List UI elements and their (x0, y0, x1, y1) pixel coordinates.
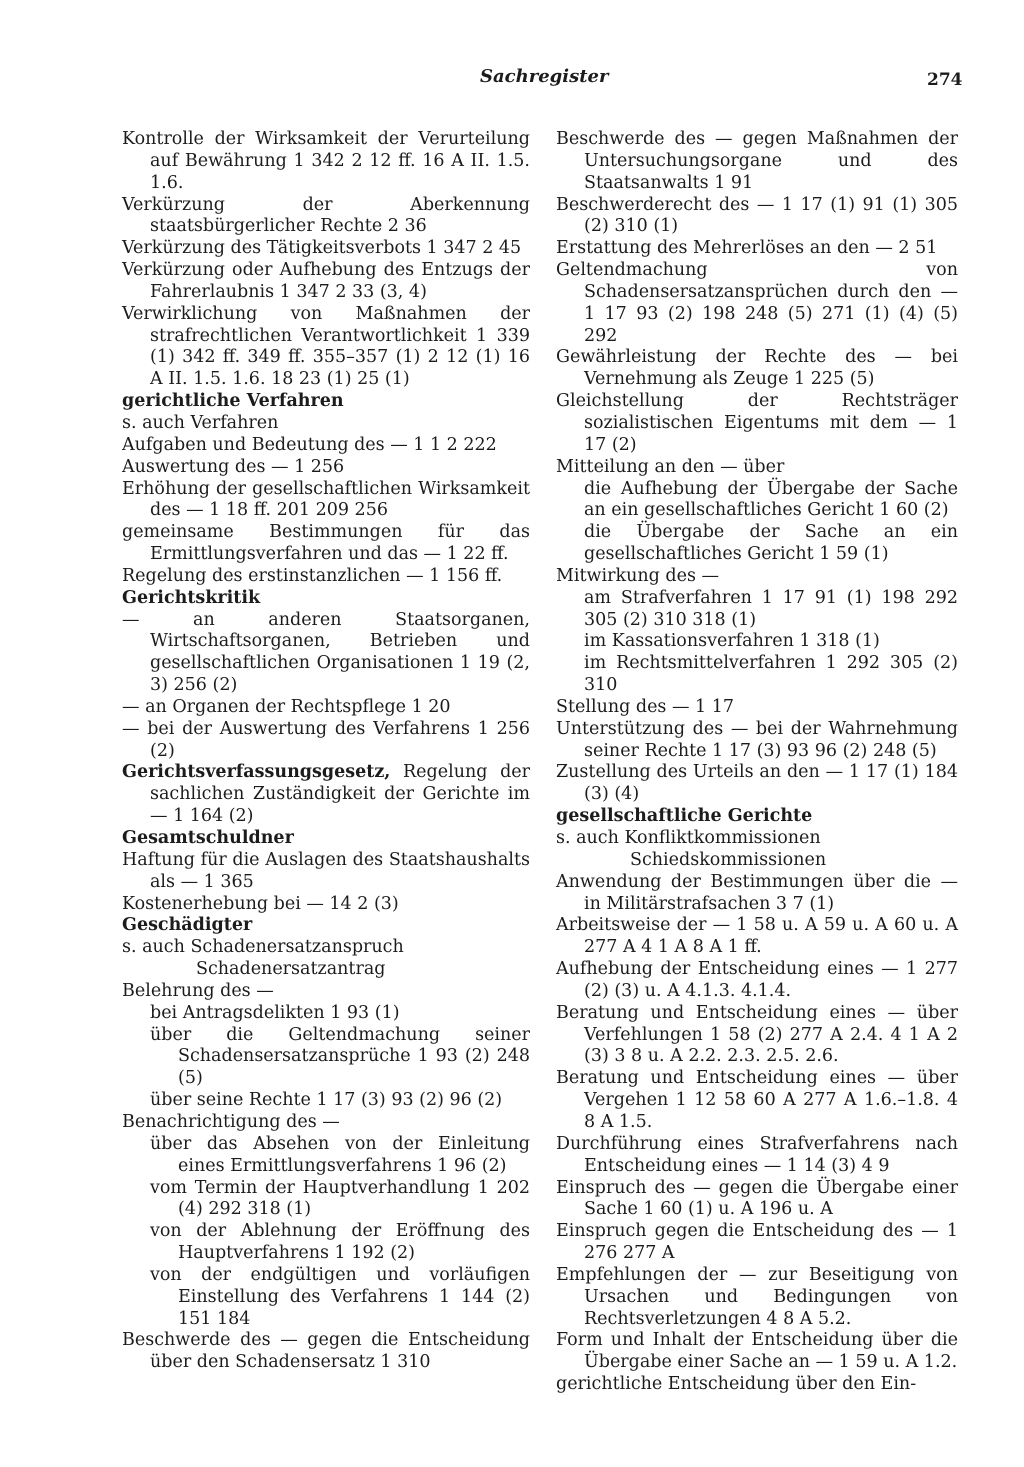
index-entry: s. auch Schadenersatzanspruch (122, 937, 404, 958)
index-entry: Gerichtskritik (122, 587, 261, 608)
index-entry: Belehrung des — (122, 980, 274, 1001)
index-entry: Beschwerde des — gegen Maßnahmen der Untersuchungsorgane und des Staatsanwalts 1 91 (556, 129, 958, 193)
index-entry: Gesamtschuldner (122, 828, 294, 848)
index-entry: Beratung und Entscheidung eines — über Vergehen 1 12 58 60 A 277 A 1.6.–1.8. 4 8 A 1.5. (556, 1068, 958, 1132)
index-entry: von der Ablehnung der Eröffnung des Hauptverfahrens 1 192 (2) (150, 1221, 530, 1264)
index-entry: Durchführung eines Strafverfahrens nach Entscheidung eines — 1 14 (3) 4 9 (556, 1133, 958, 1176)
index-column-left (122, 129, 530, 1374)
index-entry: Mitwirkung des — (556, 565, 720, 586)
index-entry: Schadenersatzantrag (196, 959, 386, 980)
index-entry: Kostenerhebung bei — 14 2 (3) (122, 893, 399, 914)
index-entry: Zustellung des Urteils an den — 1 17 (1) 184 (3) (4) (556, 762, 958, 805)
index-entry: Verkürzung der Aberkennung staatsbürgerlicher Rechte 2 36 (122, 194, 530, 237)
index-entry: Empfehlungen der — zur Beseitigung von Ursachen und Bedingungen von Rechtsverletzungen 4 8 A 5.2. (556, 1264, 958, 1329)
index-entry: Verkürzung des Tätigkeitsverbots 1 347 2 45 (122, 238, 522, 259)
index-entry: — bei der Auswertung des Verfahrens 1 256 (2) (122, 718, 530, 761)
index-entry: Stellung des — 1 17 (556, 696, 735, 717)
index-column-right (556, 129, 958, 1396)
index-entry: vom Termin der Hauptverhandlung 1 202 (4) 292 318 (1) (150, 1177, 530, 1220)
index-entry: Geltendmachung von Schadensersatzansprüchen durch den — 1 17 93 (2) 198 248 (5) 271 (1) (4) (5) 292 (556, 260, 958, 346)
index-entry: — an Organen der Rechtspflege 1 20 (122, 696, 451, 717)
index-entry: Aufgaben und Bedeutung des — 1 1 2 222 (122, 434, 497, 455)
index-entry: Regelung des erstinstanzlichen — 1 156 ff. (122, 565, 503, 586)
index-entry: am Strafverfahren 1 17 91 (1) 198 292 305 (2) 310 318 (1) (584, 587, 958, 630)
index-entry: Unterstützung des — bei der Wahrnehmung seiner Rechte 1 17 (3) 93 96 (2) 248 (5) (556, 718, 958, 761)
index-entry: Aufhebung der Entscheidung eines — 1 277 (2) (3) u. A 4.1.3. 4.1.4. (556, 959, 958, 1001)
index-entry: die Aufhebung der Übergabe der Sache an ein gesellschaftliches Gericht 1 60 (2) (584, 478, 958, 521)
index-entry: Schiedskommissionen (630, 849, 827, 870)
index-entry: Einspruch gegen die Entscheidung des — 1 276 277 A (556, 1221, 958, 1264)
index-entry: Erhöhung der gesellschaftlichen Wirksamkeit des — 1 18 ff. 201 209 256 (122, 478, 530, 521)
index-entry: über seine Rechte 1 17 (3) 93 (2) 96 (2) (150, 1090, 503, 1111)
index-entry: im Rechtsmittelverfahren 1 292 305 (2) 310 (584, 653, 958, 696)
index-entry: — an anderen Staatsorganen, Wirtschaftsorganen, Betrieben und gesellschaftlichen Organisationen 1 19 (2, 3) 256 (2) (122, 609, 530, 696)
index-entry: Gerichtsverfassungsgesetz, Regelung der sachlichen Zuständigkeit der Gerichte im — 1 164 (2) (122, 762, 530, 827)
index-entry: Geschädigter (122, 915, 253, 936)
index-entry: Beschwerderecht des — 1 17 (1) 91 (1) 305 (2) 310 (1) (556, 194, 958, 237)
index-entry: Gewährleistung der Rechte des — bei Vernehmung als Zeuge 1 225 (5) (556, 347, 958, 390)
index-entry: gesellschaftliche Gerichte (556, 806, 813, 827)
index-entry: s. auch Konfliktkommissionen (556, 828, 821, 848)
index-entry: bei Antragsdelikten 1 93 (1) (150, 1002, 400, 1023)
index-entry: Anwendung der Bestimmungen über die — in Militärstrafsachen 3 7 (1) (556, 871, 958, 914)
index-entry: im Kassationsverfahren 1 318 (1) (584, 631, 880, 652)
index-entry: Beratung und Entscheidung eines — über Verfehlungen 1 58 (2) 277 A 2.4. 4 1 A 2 (3) 3 8 u. A 2.2. 2.3. 2.5. 2.6. (556, 1002, 958, 1067)
index-entry: Verwirklichung von Maßnahmen der strafrechtlichen Verantwortlichkeit 1 339 (1) 342 ff. 349 ff. 355–357 (1) 2 12 (1) 16 A II. 1.5. 1.6. 18 23 (1) 25 (1) (122, 303, 530, 390)
index-entry: von der endgültigen und vorläufigen Einstellung des Verfahrens 1 144 (2) 151 184 (150, 1264, 530, 1329)
index-entry: Kontrolle der Wirksamkeit der Verurteilung auf Bewährung 1 342 2 12 ff. 16 A II. 1.5. 1.6. (122, 129, 530, 193)
index-entry: gerichtliche Entscheidung über den Ein- (556, 1374, 917, 1395)
index-entry: Form und Inhalt der Entscheidung über die Übergabe einer Sache an — 1 59 u. A 1.2. (556, 1330, 958, 1373)
index-entry: Mitteilung an den — über (556, 456, 785, 477)
index-entry: s. auch Verfahren (122, 412, 279, 433)
index-entry: Auswertung des — 1 256 (122, 456, 345, 477)
index-entry: Gleichstellung der Rechtsträger sozialistischen Eigentums mit dem — 1 17 (2) (556, 391, 958, 455)
index-entry: Haftung für die Auslagen des Staatshaushalts als — 1 365 (122, 849, 530, 892)
index-entry: die Übergabe der Sache an ein gesellschaftliches Gericht 1 59 (1) (584, 522, 958, 565)
page-number: 274 (927, 70, 963, 90)
index-entry: Verkürzung oder Aufhebung des Entzugs der Fahrerlaubnis 1 347 2 33 (3, 4) (122, 260, 530, 302)
running-header-title: Sachregister (480, 66, 609, 87)
index-entry: Benachrichtigung des — (122, 1111, 340, 1132)
index-entry: Beschwerde des — gegen die Entscheidung über den Schadensersatz 1 310 (122, 1330, 530, 1373)
index-entry: gerichtliche Verfahren (122, 391, 344, 412)
index-entry: Arbeitsweise der — 1 58 u. A 59 u. A 60 u. A 277 A 4 1 A 8 A 1 ff. (556, 915, 958, 958)
index-entry: Erstattung des Mehrerlöses an den — 2 51 (556, 238, 938, 259)
index-entry: gemeinsame Bestimmungen für das Ermittlungsverfahren und das — 1 22 ff. (122, 522, 530, 565)
index-entry: über die Geltendmachung seiner Schadensersatzansprüche 1 93 (2) 248 (5) (150, 1024, 530, 1089)
index-entry: über das Absehen von der Einleitung eines Ermittlungsverfahrens 1 96 (2) (150, 1133, 530, 1176)
index-entry: Einspruch des — gegen die Übergabe einer Sache 1 60 (1) u. A 196 u. A (556, 1177, 958, 1220)
